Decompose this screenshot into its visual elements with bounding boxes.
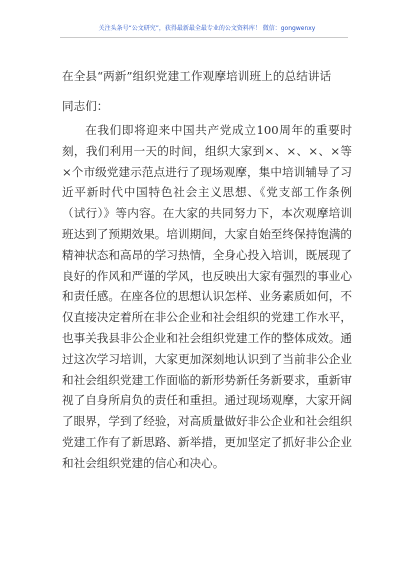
document-body: [62, 120, 352, 474]
body-paragraph: 在我们即将迎来中国共产党成立100周年的重要时刻，我们利用一天的时间，组织大家到×、×、×、×等×个市级党建示范点进行了现场观摩，集中培训辅导了习近平新时代中国特色社会主义思想、《党支部工作条例（试行）》等内容。在大家的共同努力下，本次观摩培训班达到了预期效果。培训期间，大家自始至终保持饱满的精神状态和高昂的学习热情，全身心投入培训，既展现了良好的作风和严谨的学风，也反映出大家有强烈的事业心和责任感。在座各位的思想认识怎样、业务素质如何，不仅直接决定着所在非公企业和社会组织的党建工作水平，也事关我县非公企业和社会组织党建工作的整体成效。通过这次学习培训，大家更加深刻地认识到了当前非公企业和社会组织党建工作面临的新形势新任务新要求，重新审视了自身所肩负的责任和重担。通过现场观摩，大家开阔了眼界，学到了经验，对高质量做好非公企业和社会组织党建工作有了新思路、新举措，更加坚定了抓好非公企业和社会组织党建的信心和决心。: [62, 123, 352, 470]
header-banner: 关注头条号“公文研究”，获得最新最全最专业的公文资料库！ 微信：gongwenxy: [98, 25, 316, 32]
document-salutation: 同志们：: [62, 99, 109, 113]
header-divider: [60, 37, 348, 38]
document-title: 在全县“两新”组织党建工作观摩培训班上的总结讲话: [62, 69, 332, 83]
